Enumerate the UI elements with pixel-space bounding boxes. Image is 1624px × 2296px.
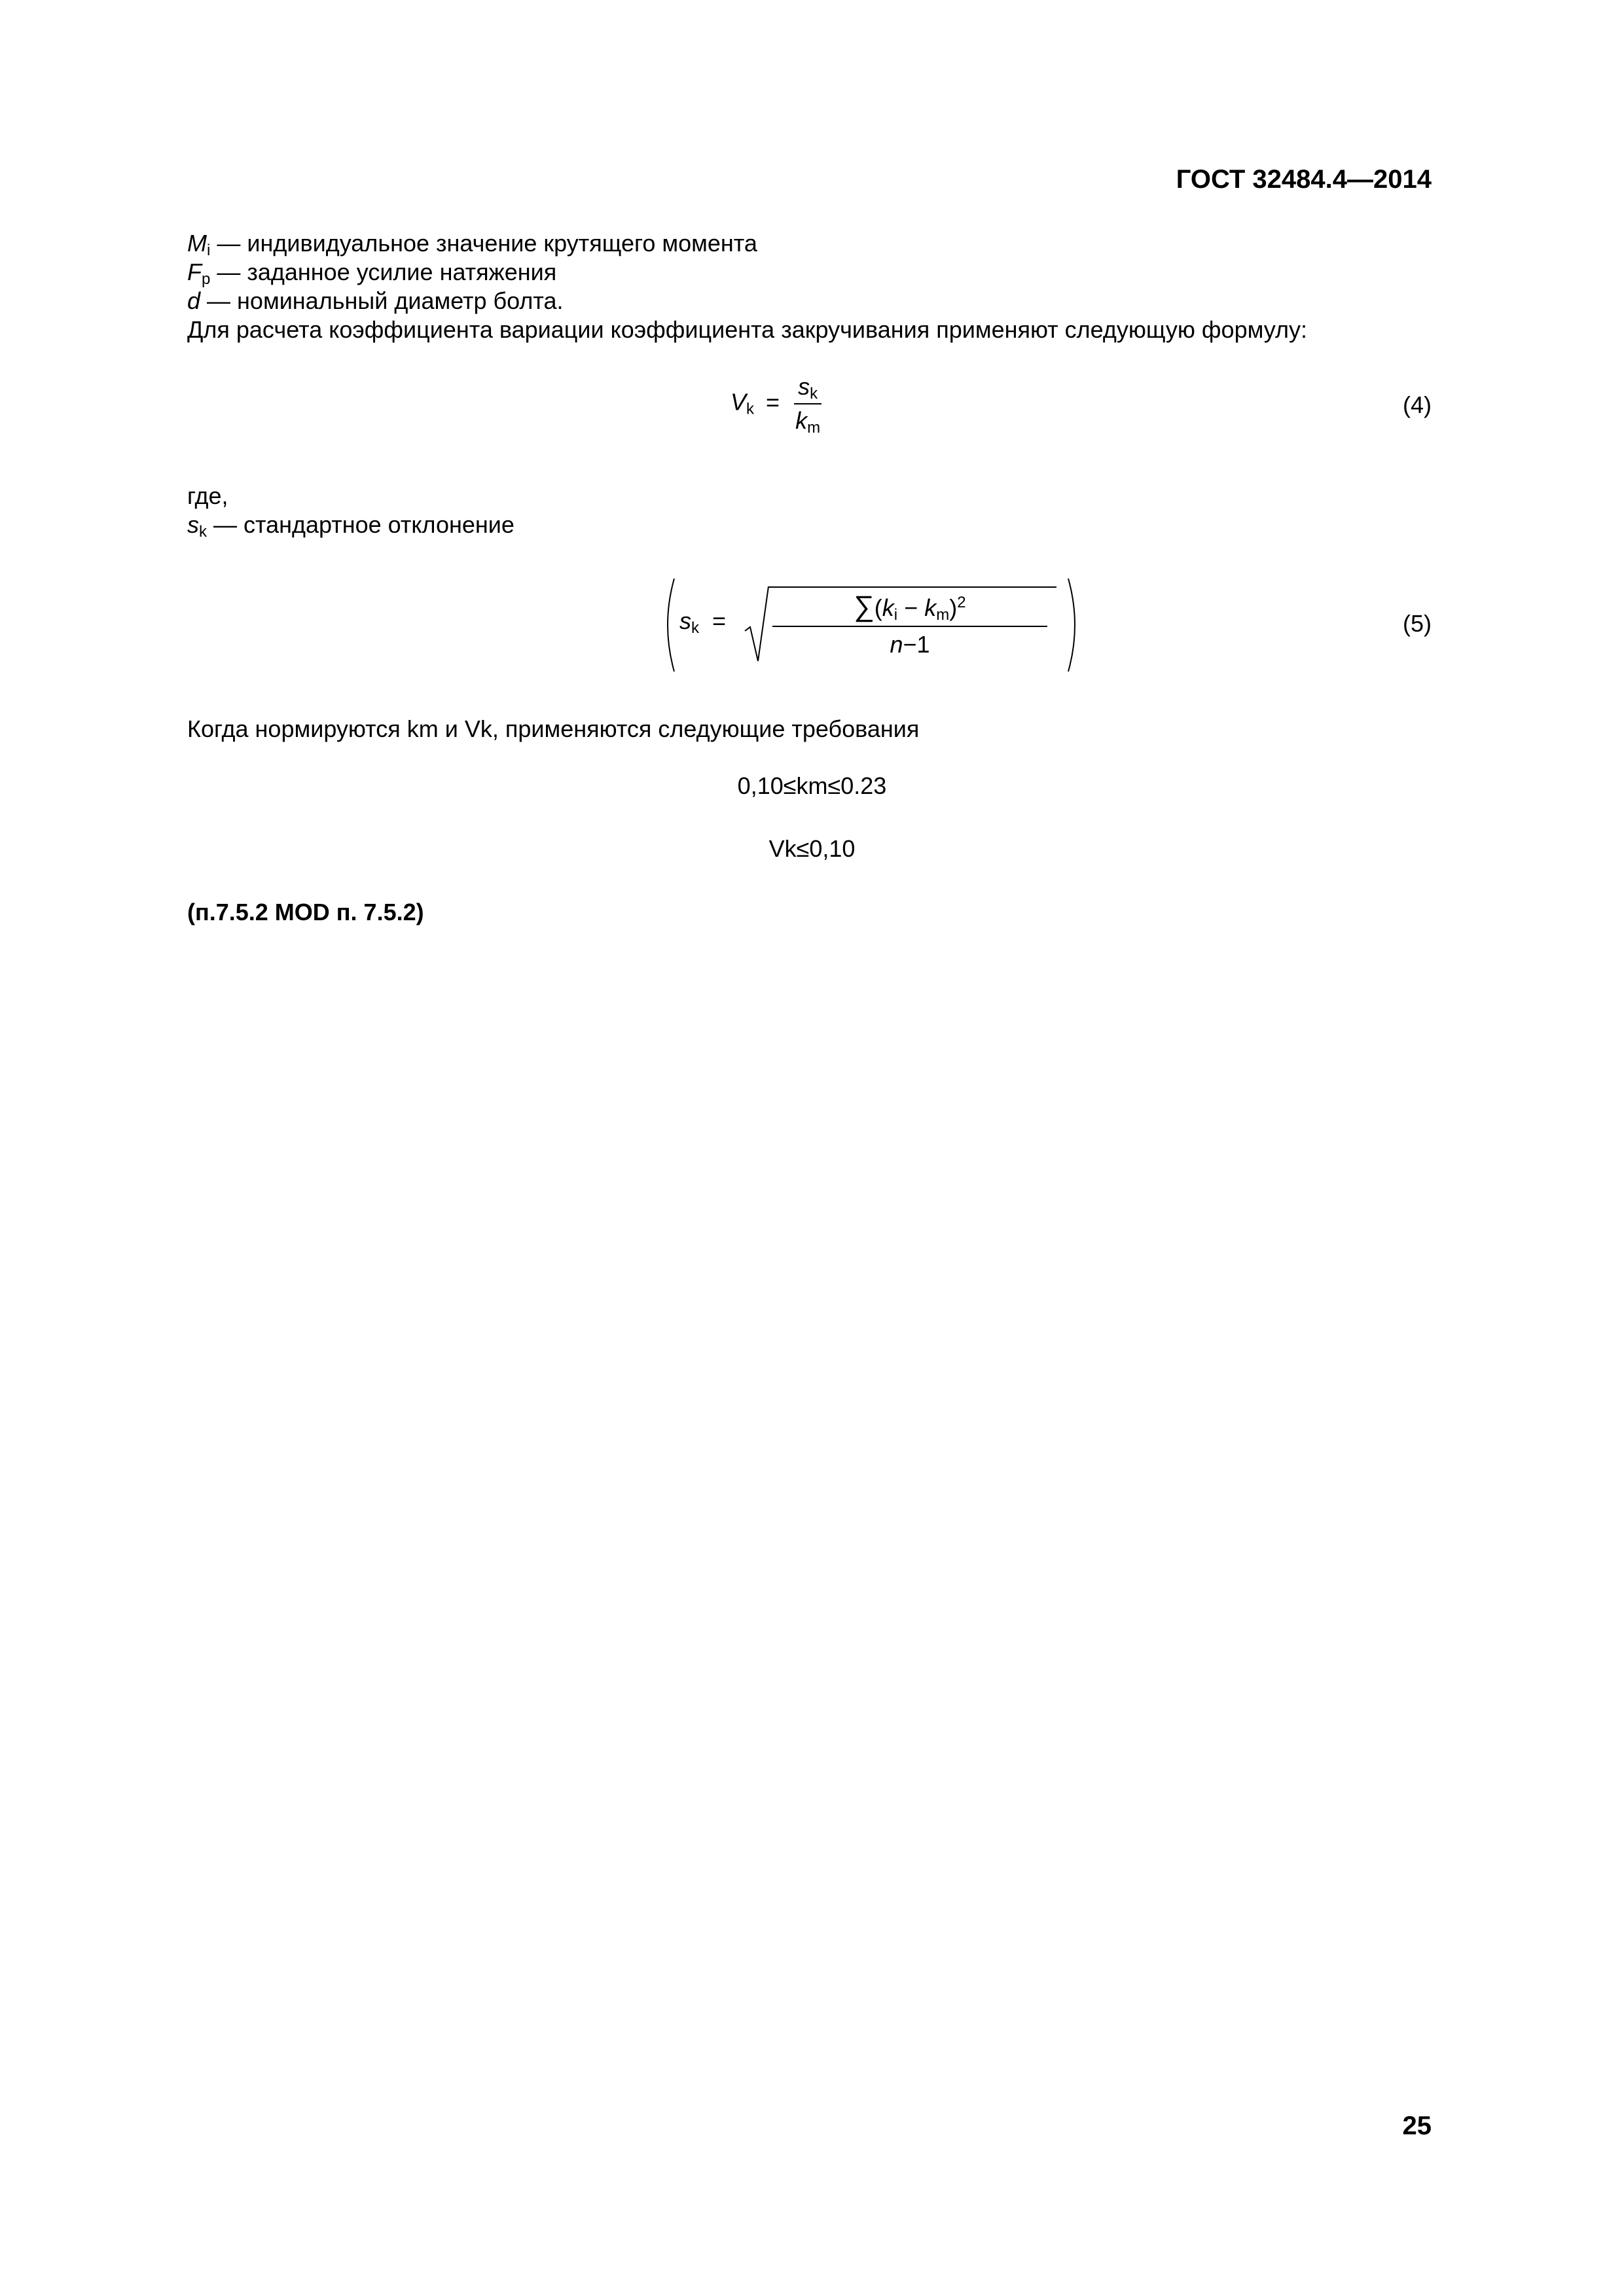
formula-4-lhs-sub: k bbox=[746, 400, 755, 418]
definition-text: — номинальный диаметр болта. bbox=[200, 287, 564, 314]
formula-5-right-paren-icon bbox=[1064, 576, 1084, 674]
radical-sign-icon bbox=[744, 585, 770, 664]
num-sub: k bbox=[810, 385, 818, 403]
minus-sign: − bbox=[904, 594, 918, 621]
definition-text: — заданное усилие натяжения bbox=[210, 259, 557, 285]
symbol-sub: k bbox=[199, 523, 207, 541]
symbol-sub: p bbox=[202, 270, 211, 288]
definition-fp bbox=[187, 258, 556, 287]
formula-5-row bbox=[187, 576, 1432, 674]
lhs-symbol: s bbox=[679, 607, 691, 634]
km-symbol: k bbox=[924, 594, 937, 621]
definition-sk bbox=[187, 511, 514, 539]
formula-5-fraction bbox=[772, 590, 1047, 658]
definition-mi bbox=[187, 229, 757, 258]
formula-4-denominator bbox=[791, 404, 824, 435]
formula-4-numerator bbox=[794, 373, 821, 404]
den-sub: m bbox=[807, 419, 821, 437]
formula-5-denominator bbox=[772, 627, 1047, 658]
equation-number-4: (4) bbox=[1403, 391, 1432, 418]
den-rest: −1 bbox=[903, 631, 930, 658]
formula-4-lhs: V bbox=[731, 388, 747, 416]
where-label: где, bbox=[187, 482, 228, 509]
definition-d bbox=[187, 287, 564, 315]
page-number: 25 bbox=[1402, 2111, 1432, 2140]
definition-text: — индивидуальное значение крутящего момента bbox=[210, 230, 757, 257]
formula-5-left-paren-icon bbox=[659, 576, 678, 674]
document-code: ГОСТ 32484.4—2014 bbox=[1176, 165, 1432, 194]
lhs-sub: k bbox=[691, 619, 699, 637]
definition-text: — стандартное отклонение bbox=[207, 511, 514, 538]
formula-4-equals: = bbox=[766, 388, 780, 416]
den-symbol: k bbox=[795, 407, 808, 434]
intro-paragraph: Для расчета коэффициента вариации коэффициента закручивания применяют следующую формулу: bbox=[187, 316, 1307, 343]
requirements-paragraph: Когда нормируются km и Vk, применяются следующие требования bbox=[187, 715, 920, 742]
paren-close: ) bbox=[949, 594, 958, 621]
requirement-km: 0,10≤km≤0.23 bbox=[737, 772, 887, 799]
symbol: s bbox=[187, 511, 199, 538]
formula-5-lhs bbox=[679, 607, 726, 635]
formula-4-fraction bbox=[791, 373, 824, 435]
km-sub: m bbox=[936, 606, 950, 624]
equation-number-5: (5) bbox=[1403, 610, 1432, 637]
symbol-sub: i bbox=[207, 242, 211, 259]
ki-sub: i bbox=[893, 606, 898, 624]
power: 2 bbox=[957, 594, 966, 611]
sum-symbol: ∑ bbox=[854, 590, 875, 622]
num-symbol: s bbox=[798, 373, 810, 400]
clause-reference: (п.7.5.2 MOD п. 7.5.2) bbox=[187, 899, 424, 925]
radical-bar bbox=[768, 586, 1056, 588]
symbol: d bbox=[187, 287, 201, 314]
ki-symbol: k bbox=[882, 594, 894, 621]
symbol: F bbox=[187, 259, 202, 285]
formula-5-equals: = bbox=[712, 607, 727, 634]
formula-4-row bbox=[187, 373, 1432, 445]
formula-5-numerator bbox=[772, 590, 1047, 627]
formula-4 bbox=[731, 373, 824, 435]
requirement-vk: Vk≤0,10 bbox=[768, 835, 856, 862]
symbol: M bbox=[187, 230, 207, 257]
n-symbol: n bbox=[890, 631, 903, 658]
paren-open: ( bbox=[874, 594, 882, 621]
